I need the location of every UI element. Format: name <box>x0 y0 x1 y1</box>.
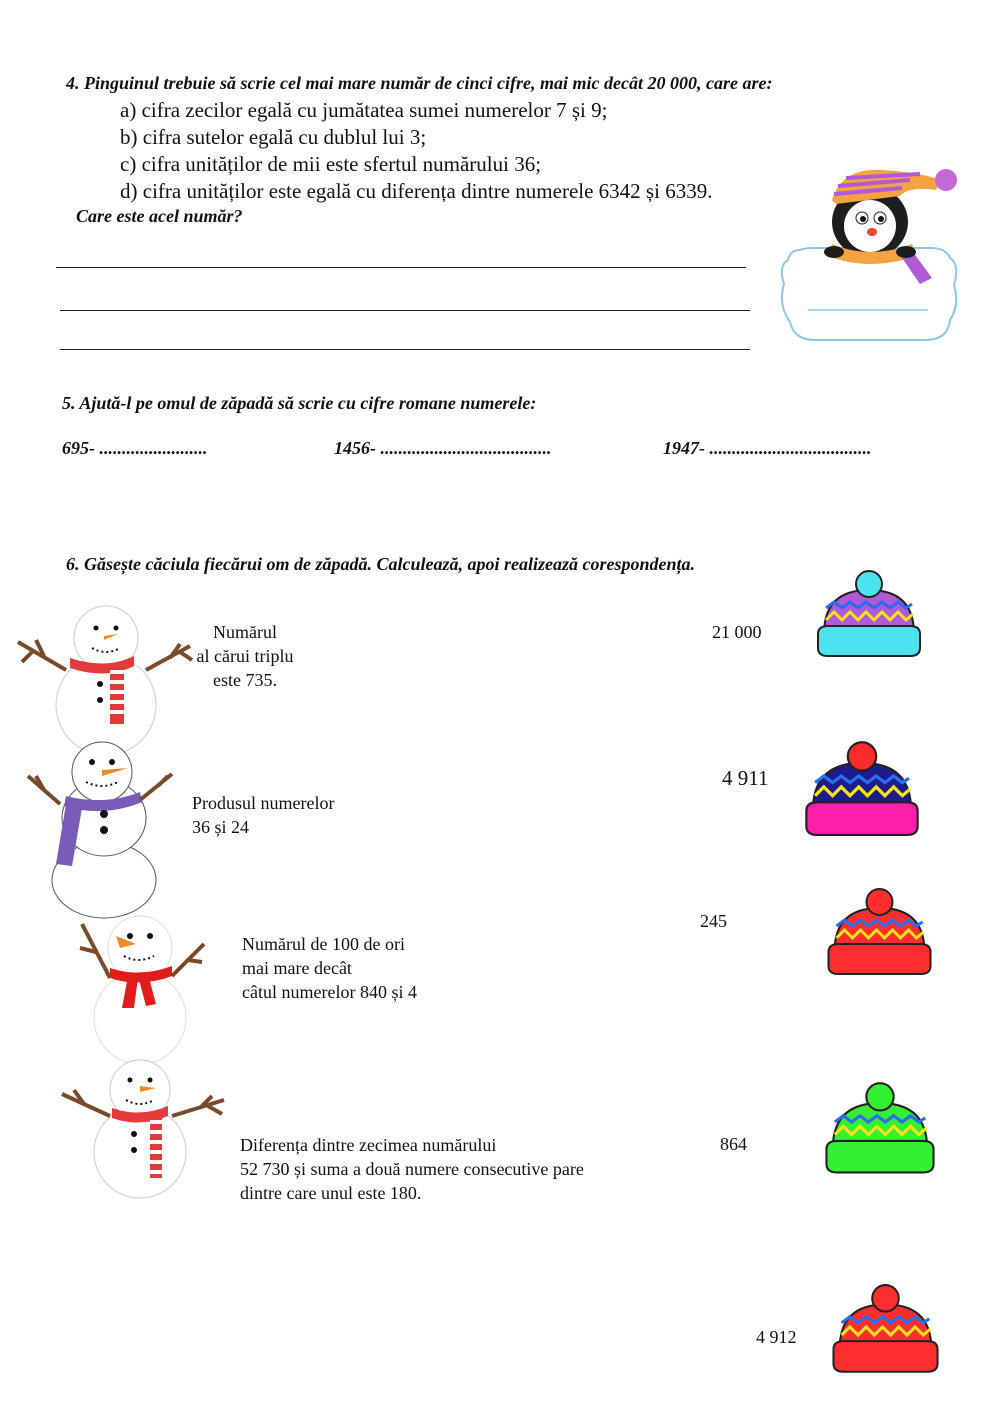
hat-1[interactable] <box>814 568 924 668</box>
hat-4[interactable] <box>820 1080 940 1185</box>
hat-pompom <box>872 1285 899 1312</box>
clue-3-line-2: mai mare decât <box>242 958 352 978</box>
answer-21000[interactable]: 21 000 <box>712 622 762 642</box>
clue-3 <box>242 932 417 1004</box>
answer-line-3[interactable] <box>60 349 750 350</box>
q4-item-d: d) cifra unităților este egală cu diferența dintre numerele 6342 și 6339. <box>120 179 713 203</box>
hat-brim <box>818 626 920 656</box>
clue-2-line-1: Produsul numerelor <box>192 793 335 813</box>
hat-brim <box>829 944 931 974</box>
clue-4-line-3: dintre care unul este 180. <box>240 1183 422 1203</box>
snowman-2[interactable] <box>26 740 186 920</box>
snowman-4[interactable] <box>60 1060 230 1200</box>
snowman-3[interactable] <box>76 918 216 1063</box>
hat-brim <box>806 802 917 835</box>
clue-1-line-2: al cărui triplu <box>196 646 294 666</box>
hat-3[interactable] <box>822 886 937 986</box>
roman-answer-1456[interactable]: 1456- ...................................... <box>334 438 552 458</box>
q4-question: Care este acel număr? <box>76 206 243 226</box>
answer-245[interactable]: 245 <box>700 911 727 931</box>
clue-3-line-1: Numărul de 100 de ori <box>242 934 405 954</box>
snowman-1[interactable] <box>14 600 194 740</box>
hat-5[interactable] <box>828 1282 943 1384</box>
hat-pompom <box>856 571 882 597</box>
hat-brim <box>833 1341 937 1372</box>
q4-item-a: a) cifra zecilor egală cu jumătatea sumei numerelor 7 și 9; <box>120 98 608 122</box>
answer-line-2[interactable] <box>60 310 750 311</box>
hat-brim <box>826 1141 933 1173</box>
clue-1-line-3: este 735. <box>213 670 277 690</box>
answer-4911[interactable]: 4 911 <box>722 766 769 790</box>
q4-item-b: b) cifra sutelor egală cu dublul lui 3; <box>120 125 427 149</box>
hat-pompom <box>866 1083 893 1110</box>
clue-4 <box>240 1133 584 1205</box>
answer-line-1[interactable] <box>56 267 746 268</box>
penguin-sign-illustration <box>770 160 970 350</box>
clue-3-line-3: câtul numerelor 840 și 4 <box>242 982 417 1002</box>
clue-1-line-1: Numărul <box>213 622 277 642</box>
hat-pompom <box>848 742 876 770</box>
q6-title: 6. Găsește căciula fiecărui om de zăpadă. Calculează, apoi realizează corespondența. <box>66 554 695 574</box>
clue-1 <box>192 620 298 692</box>
hat-2[interactable] <box>802 736 922 851</box>
roman-answer-695[interactable]: 695- ........................ <box>62 438 208 458</box>
q5-title: 5. Ajută-l pe omul de zăpadă să scrie cu cifre romane numerele: <box>62 393 537 413</box>
roman-answer-1947[interactable]: 1947- .................................... <box>663 438 872 458</box>
clue-2 <box>192 791 334 839</box>
clue-4-line-2: 52 730 și suma a două numere consecutive pare <box>240 1159 584 1179</box>
clue-4-line-1: Diferența dintre zecimea numărului <box>240 1135 497 1155</box>
answer-4912[interactable]: 4 912 <box>756 1327 797 1347</box>
q4-title: 4. Pinguinul trebuie să scrie cel mai mare număr de cinci cifre, mai mic decât 20 000, care are: <box>66 73 773 93</box>
answer-864[interactable]: 864 <box>720 1134 747 1154</box>
q4-item-c: c) cifra unităților de mii este sfertul numărului 36; <box>120 152 542 176</box>
hat-pompom <box>867 889 893 915</box>
clue-2-line-2: 36 și 24 <box>192 817 250 837</box>
